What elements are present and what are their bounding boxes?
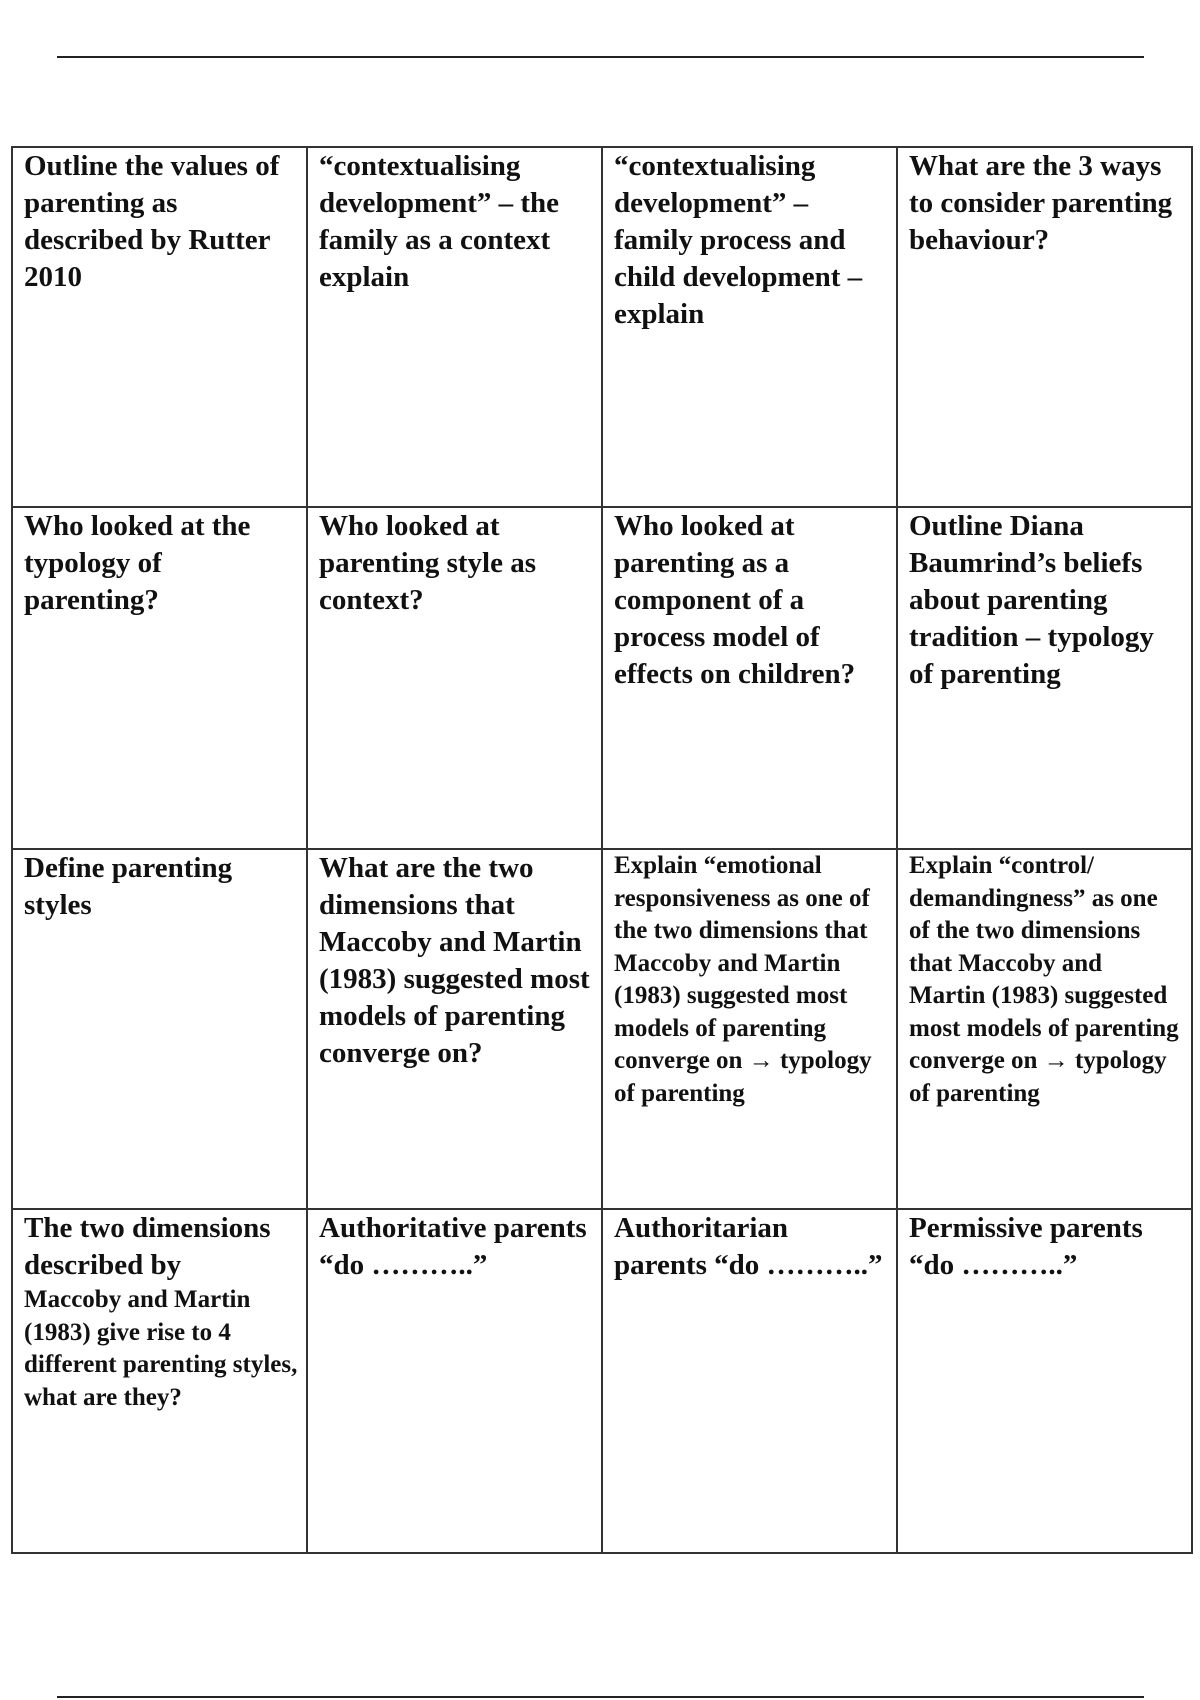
card-text: Explain “emotional responsiveness as one of the two dimensions that Maccoby and Martin (1983) suggested most models of parenting converge on → typology of parenting [614, 852, 872, 1107]
card-control-demandingness [897, 849, 1192, 1209]
card-define-styles [12, 849, 307, 1209]
card-text: Define parenting styles [24, 852, 233, 921]
grid-row-3 [12, 849, 1192, 1209]
card-text: Authoritarian parents “do ………..” [614, 1212, 883, 1281]
card-text: “contextualising development” – family process and child development – explain [614, 150, 863, 330]
card-text: Permissive parents “do ………..” [909, 1212, 1143, 1281]
grid-row-4 [12, 1209, 1192, 1553]
card-text-lead: The two dimensions described by [24, 1212, 271, 1281]
card-four-styles [12, 1209, 307, 1553]
revision-card-grid [11, 146, 1193, 1554]
card-style-context-who [307, 507, 602, 849]
footer-rule [57, 1696, 1144, 1698]
card-text: Outline Diana Baumrind’s beliefs about parenting tradition – typology of parenting [909, 510, 1154, 690]
card-authoritarian [602, 1209, 897, 1553]
card-typology-who [12, 507, 307, 849]
card-text-rest: Maccoby and Martin (1983) give rise to 4 different parenting styles, what are they? [24, 1286, 298, 1411]
card-three-ways [897, 147, 1192, 507]
card-text: Who looked at parenting as a component of a process model of effects on children? [614, 510, 856, 690]
card-text: What are the 3 ways to consider parenting behaviour? [909, 150, 1173, 256]
grid-row-1 [12, 147, 1192, 507]
card-text: Explain “control/ demandingness” as one of the two dimensions that Maccoby and Martin (1983) suggested most models of parenting converge on → typology of parenting [909, 852, 1179, 1107]
card-text: Outline the values of parenting as described by Rutter 2010 [24, 150, 280, 293]
card-family-context [307, 147, 602, 507]
card-text: Who looked at the typology of parenting? [24, 510, 251, 616]
card-authoritative [307, 1209, 602, 1553]
grid-row-2 [12, 507, 1192, 849]
card-text: Authoritative parents “do ………..” [319, 1212, 587, 1281]
card-process-model-who [602, 507, 897, 849]
card-emotional-responsiveness [602, 849, 897, 1209]
card-two-dimensions [307, 849, 602, 1209]
card-rutter-values [12, 147, 307, 507]
card-text: “contextualising development” – the family as a context explain [319, 150, 560, 293]
card-text: What are the two dimensions that Maccoby and Martin (1983) suggested most models of parenting converge on? [319, 852, 590, 1069]
card-family-process [602, 147, 897, 507]
card-text: Who looked at parenting style as context? [319, 510, 536, 616]
header-rule [57, 56, 1144, 58]
card-baumrind-beliefs [897, 507, 1192, 849]
card-permissive [897, 1209, 1192, 1553]
